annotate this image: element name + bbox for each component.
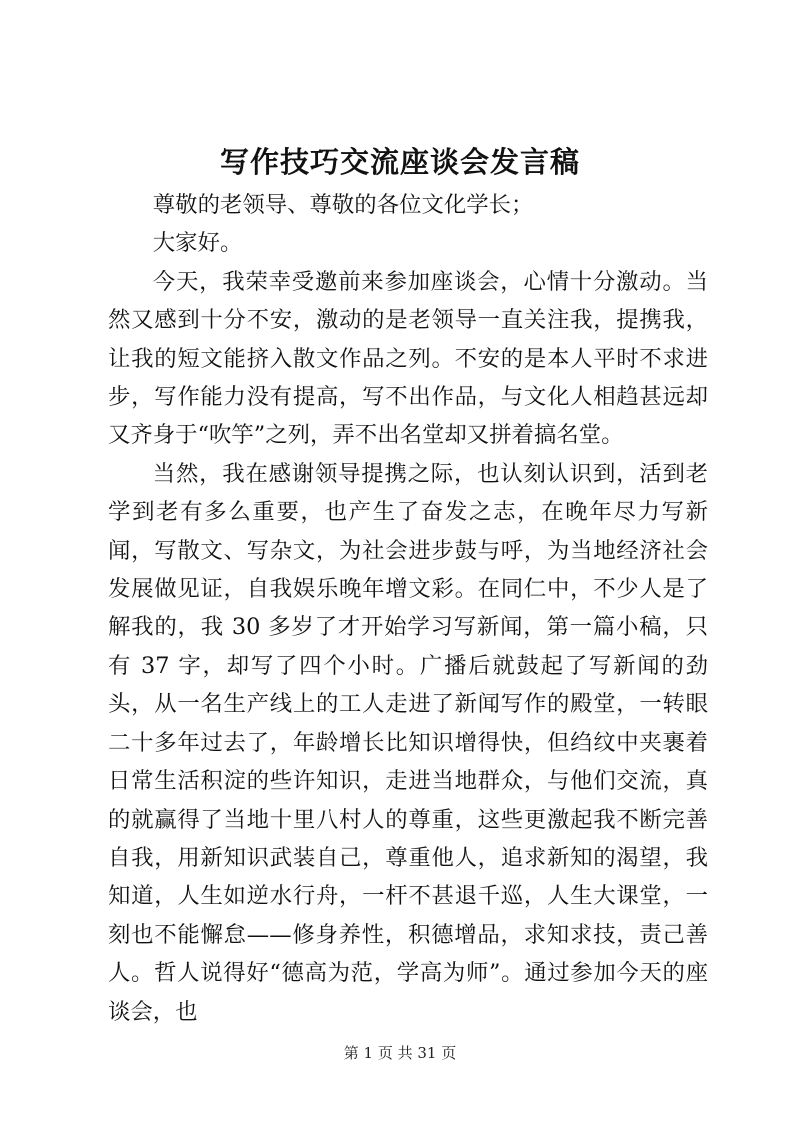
document-title: 写作技巧交流座谈会发言稿 — [219, 145, 580, 179]
body-paragraph: 今天，我荣幸受邀前来参加座谈会，心情十分激动。当然又感到十分不安，激动的是老领导一直关注我，提携我，让我的短文能挤入散文作品之列。不安的是本人平时不求进步，写作能力没有提高，写不出作品，与文化人相趋甚远却又齐身于“吹竽”之列，弄不出名堂却又拼着搞名堂。 — [108, 268, 708, 449]
page-footer: 第 1 页 共 31 页 — [343, 1044, 457, 1062]
salutation-paragraph: 尊敬的老领导、尊敬的各位文化学长； — [152, 192, 534, 218]
document-body — [108, 186, 708, 1031]
body-paragraph: 当然，我在感谢领导提携之际，也认刻认识到，活到老学到老有多么重要，也产生了奋发之志，在晚年尽力写新闻，写散文、写杂文，为社会进步鼓与呼，为当地经济社会发展做见证，自我娱乐晚年增文彩。在同仁中，不少人是了解我的，我 30 多岁了才开始学习写新闻，第一篇小稿，只有 37 字，却写了四个小时。广播后就鼓起了写新闻的劲头，从一名生产线上的工人走进了新闻写作的殿堂，一转眼二十多年过去了，年龄增长比知识增得快，但绉纹中夹裹着日常生活积淀的些许知识，走进当地群众，与他们交流，真的就赢得了当地十里八村人的尊重，这些更激起我不断完善自我，用新知识武装自己，尊重他人，追求新知的渴望，我知道，人生如逆水行舟，一杆不甚退千巡，人生大课堂，一刻也不能懈怠——修身养性，积德增品，求知求技，责己善人。哲人说得好“德高为范，学高为师”。通过参加今天的座谈会，也 — [108, 460, 708, 1025]
greeting-paragraph: 大家好。 — [152, 230, 243, 257]
